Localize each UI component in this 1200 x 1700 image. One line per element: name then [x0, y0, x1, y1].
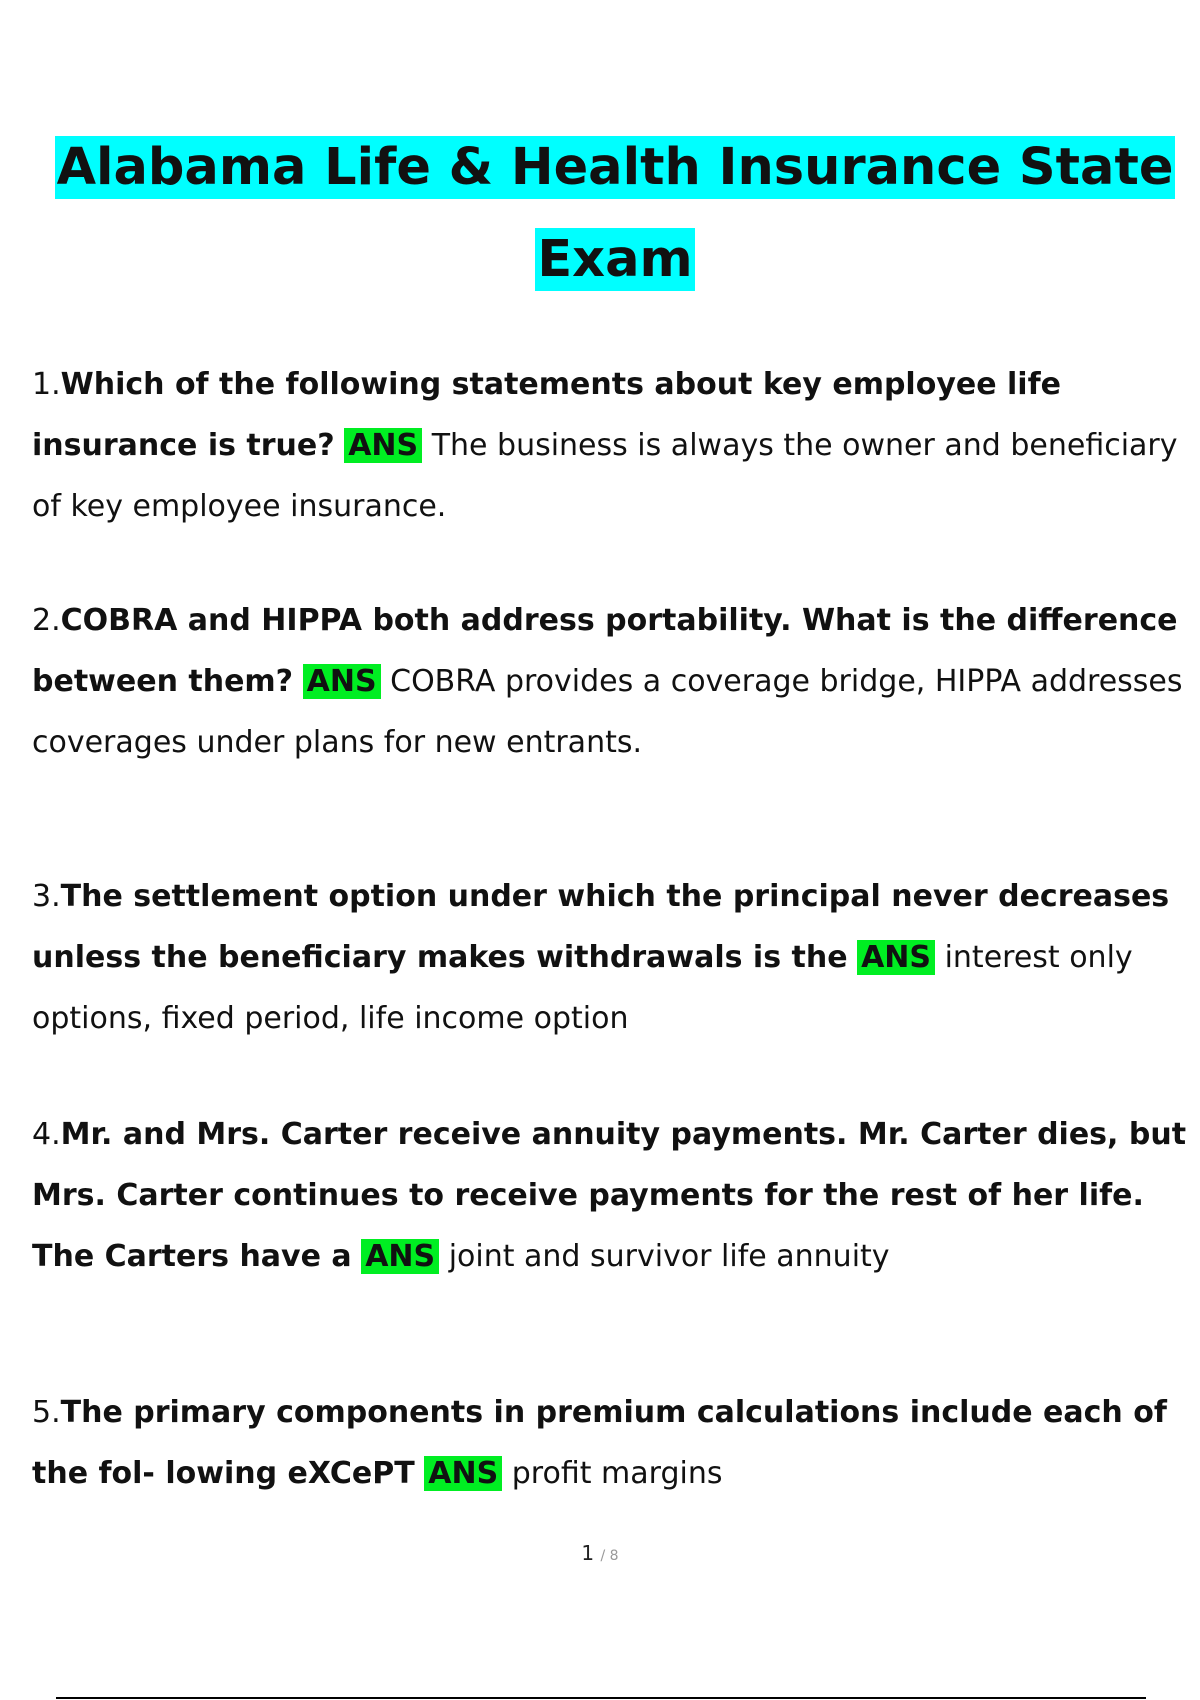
question-text: Mr. and Mrs. Carter receive annuity payments. Mr. Carter dies, but Mrs. Carter continues to receive payments for the rest of her life. The Carters have a [32, 1117, 1187, 1274]
qa-item-4 [32, 1104, 1192, 1287]
question-text: COBRA and HIPPA both address portability. What is the difference between them? [32, 603, 1178, 699]
question-number: 5. [32, 1395, 61, 1430]
question-text: The primary components in premium calculations include each of the fol- lowing eXCePT [32, 1395, 1167, 1491]
question-text: Which of the following statements about key employee life insurance is true? [32, 367, 1061, 463]
ans-badge: ANS [344, 428, 422, 463]
qa-item-1 [32, 354, 1192, 537]
total-pages: / 8 [600, 1548, 619, 1564]
qa-item-2 [32, 590, 1192, 773]
ans-badge: ANS [424, 1456, 502, 1491]
title-line-1: Alabama Life & Health Insurance State [56, 138, 1174, 197]
question-number: 4. [32, 1117, 61, 1152]
answer-text: The business is always the owner and beneficiary of key employee insurance. [32, 428, 1178, 524]
current-page: 1 [581, 1541, 595, 1565]
question-text: The settlement option under which the principal never decreases unless the beneficiary makes withdrawals is the [32, 879, 1170, 975]
question-number: 3. [32, 879, 61, 914]
qa-item-3 [32, 866, 1192, 1049]
answer-text: joint and survivor life annuity [448, 1239, 890, 1274]
answer-text: COBRA provides a coverage bridge, HIPPA addresses coverages under plans for new entrants. [32, 664, 1183, 760]
question-number: 1. [32, 367, 61, 402]
question-number: 2. [32, 603, 61, 638]
answer-text: interest only options, fixed period, life income option [32, 940, 1133, 1036]
page-number [0, 1541, 1200, 1565]
answer-text: profit margins [511, 1456, 723, 1491]
ans-badge: ANS [361, 1239, 439, 1274]
ans-badge: ANS [857, 940, 935, 975]
page-divider [56, 1697, 1146, 1699]
title-line-2: Exam [537, 230, 693, 289]
ans-badge: ANS [303, 664, 381, 699]
document-title [30, 122, 1200, 306]
qa-item-5 [32, 1382, 1192, 1504]
